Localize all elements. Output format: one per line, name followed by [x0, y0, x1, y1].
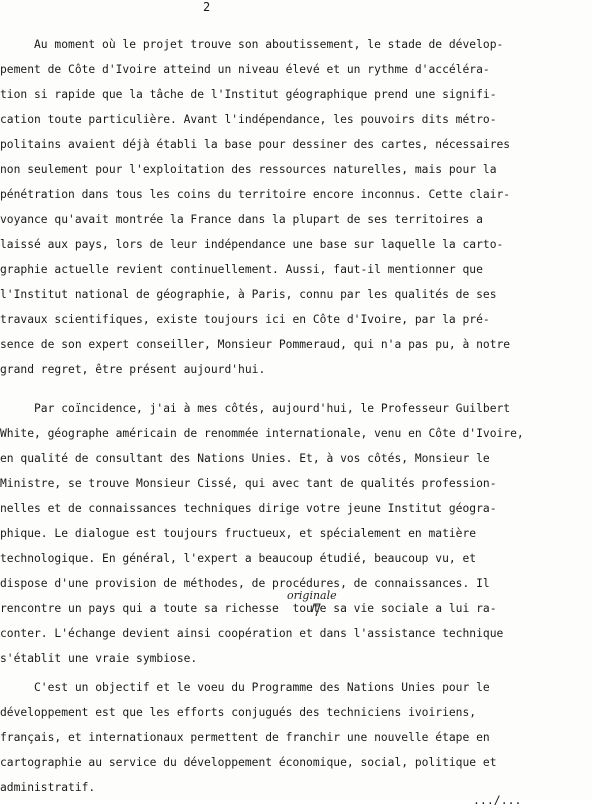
text-line: Par coïncidence, j'ai à mes côtés, aujourd'hui, le Professeur Guilbert: [0, 402, 511, 415]
text-line: laissé aux pays, lors de leur indépendance une base sur laquelle la carto-: [0, 238, 504, 251]
text-line: voyance qu'avait montrée la France dans la plupart de ses territoires a: [0, 213, 483, 226]
continuation-mark: .../...: [473, 793, 522, 807]
text-line: pement de Côte d'Ivoire atteind un niveau élevé et un rythme d'accéléra-: [0, 63, 490, 76]
text-line: en qualité de consultant des Nations Unies. Et, à vos côtés, Monsieur le: [0, 452, 490, 465]
text-line: technologique. En général, l'expert a beaucoup étudié, beaucoup vu, et: [0, 552, 477, 565]
text-line: Au moment où le projet trouve son aboutissement, le stade de dévelop-: [0, 38, 504, 51]
text-line: pénétration dans tous les coins du territoire encore inconnus. Cette clair-: [0, 188, 511, 201]
text-line: politains avaient déjà établi la base pour dessiner des cartes, nécessaires: [0, 138, 511, 151]
text-line: conter. L'échange devient ainsi coopération et dans l'assistance technique: [0, 627, 504, 640]
text-line: Ministre, se trouve Monsieur Cissé, qui avec tant de qualités profession-: [0, 477, 497, 490]
text-line: nelles et de connaissances techniques dirige votre jeune Institut géogra-: [0, 502, 497, 515]
page-number: 2: [203, 0, 211, 14]
text-line: grand regret, être présent aujourd'hui.: [0, 363, 266, 376]
text-line: cation toute particulière. Avant l'indépendance, les pouvoirs dits métro-: [0, 113, 497, 126]
handwritten-insertion: originale: [287, 589, 337, 602]
text-line: administratif.: [0, 781, 96, 794]
text-line: travaux scientifiques, existe toujours ici en Côte d'Ivoire, par la pré-: [0, 313, 490, 326]
text-line: tion si rapide que la tâche de l'Institut géographique prend une signifi-: [0, 88, 497, 101]
text-line: non seulement pour l'exploitation des ressources naturelles, mais pour la: [0, 163, 497, 176]
text-line: phique. Le dialogue est toujours fructueux, et spécialement en matière: [0, 527, 477, 540]
text-line: C'est un objectif et le voeu du Programme des Nations Unies pour le: [0, 681, 490, 694]
text-line: White, géographe américain de renommée internationale, venu en Côte d'Ivoire,: [0, 427, 524, 440]
text-line: l'Institut national de géographie, à Paris, connu par les qualités de ses: [0, 288, 497, 301]
text-line: s'établit une vraie symbiose.: [0, 652, 198, 665]
text-line: graphie actuelle revient continuellement. Aussi, faut-il mentionner que: [0, 263, 483, 276]
text-line: dispose d'une provision de méthodes, de procédures, de connaissances. Il: [0, 577, 490, 590]
text-line: cartographie au service du développement économique, social, politique et: [0, 756, 497, 769]
text-line: rencontre un pays qui a toute sa richesse toute sa vie sociale a lui ra-: [0, 602, 497, 615]
text-line: développement est que les efforts conjugués des techniciens ivoiriens,: [0, 706, 477, 719]
text-line: sence de son expert conseiller, Monsieur Pommeraud, qui n'a pas pu, à notre: [0, 338, 511, 351]
text-line: français, et internationaux permettent de franchir une nouvelle étape en: [0, 731, 490, 744]
